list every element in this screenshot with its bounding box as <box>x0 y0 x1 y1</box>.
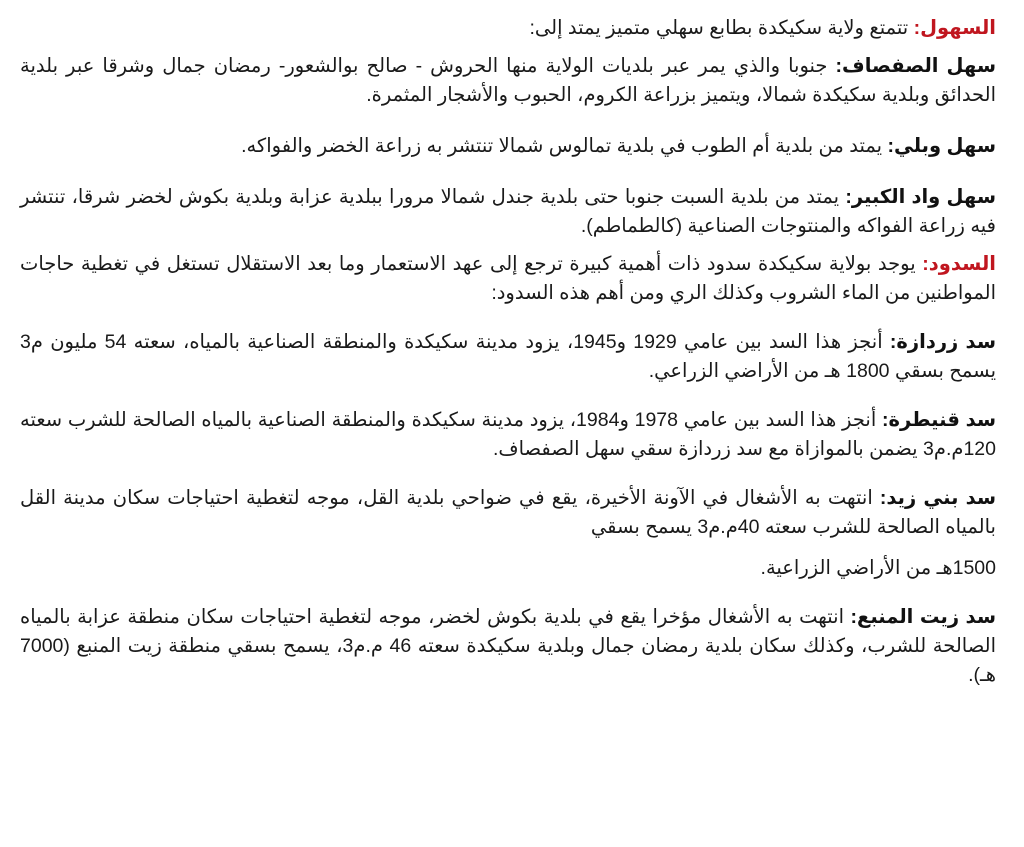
dam-beni-zid-term: سد بني زيد: <box>879 487 997 509</box>
dam-zit-emba-text: انتهت به الأشغال مؤخرا يقع في بلدية بكوش لخضر، موجه لتغطية احتياجات سكان منطقة عزابة بالمياه الصالحة للشرب، وكذلك سكان بلدية رمضان جمال وبلدية سكيكدة سعته 46 م.م3، يسمح بسقي منطقة زيت المنبع (7000 هـ). <box>20 606 996 686</box>
dam-zardaza-term: سد زردازة: <box>889 331 996 353</box>
plain-wabli-text: يمتد من بلدية أم الطوب في بلدية تمالوس شمالا تنتشر به زراعة الخضر والفواكه. <box>241 135 883 157</box>
plain-wadi-kebir-text: يمتد من بلدية السبت جنوبا حتى بلدية جندل شمالا مرورا ببلدية عزابة وبلدية بكوش لخضر شرقا، تنتشر فيه زراعة الفواكه والمنتوجات الصناعية (كالطماطم). <box>20 186 996 237</box>
plain-wadi-kebir-paragraph <box>20 183 996 241</box>
plains-intro-paragraph <box>20 14 996 43</box>
plain-safsaf-text: جنوبا والذي يمر عبر بلديات الولاية منها الحروش - صالح بوالشعور- رمضان جمال وشرقا عبر بلدية الحدائق وبلدية سكيكدة شمالا، ويتميز بزراعة الكروم، الحبوب والأشجار المثمرة. <box>20 55 996 106</box>
plain-wadi-kebir-term: سهل واد الكبير: <box>845 186 997 208</box>
dam-guenitra-text: أنجز هذا السد بين عامي 1978 و1984، يزود مدينة سكيكدة والمنطقة الصناعية بالمياه الصالحة للشرب سعته 120م.م3 يضمن بالموازاة مع سد زردازة سقي سهل الصفصاف. <box>20 409 996 460</box>
plain-safsaf-term: سهل الصفصاف: <box>835 55 996 77</box>
dam-zardaza-paragraph <box>20 328 996 386</box>
plain-wabli-term: سهل وبلي: <box>887 135 996 157</box>
plain-wabli-paragraph <box>20 132 996 161</box>
dams-intro-text: يوجد بولاية سكيكدة سدود ذات أهمية كبيرة ترجع إلى عهد الاستعمار وما بعد الاستقلال تستغل في تغطية حاجات المواطنين من الماء الشروب وكذلك الري ومن أهم هذه السدود: <box>20 253 996 304</box>
plain-safsaf-paragraph <box>20 52 996 110</box>
dam-guenitra-paragraph <box>20 406 996 464</box>
dam-zit-emba-paragraph <box>20 603 996 690</box>
plains-heading: السهول: <box>913 17 996 39</box>
dam-zit-emba-term: سد زيت المنبع: <box>850 606 997 628</box>
dam-beni-zid-tail: 1500هـ من الأراضي الزراعية. <box>760 557 996 579</box>
dams-heading: السدود: <box>922 253 996 275</box>
dam-zardaza-text: أنجز هذا السد بين عامي 1929 و1945، يزود مدينة سكيكدة والمنطقة الصناعية بالمياه، سعته 54 مليون م3 يسمح بسقي 1800 هـ من الأراضي الزراعي. <box>20 331 996 382</box>
dam-beni-zid-paragraph <box>20 484 996 542</box>
dam-guenitra-term: سد قنيطرة: <box>882 409 997 431</box>
plains-intro-text: تتمتع ولاية سكيكدة بطابع سهلي متميز يمتد إلى: <box>529 17 909 39</box>
dams-intro-paragraph <box>20 250 996 308</box>
dam-beni-zid-text: انتهت به الأشغال في الآونة الأخيرة، يقع في ضواحي بلدية القل، موجه لتغطية احتياجات سكان مدينة القل بالمياه الصالحة للشرب سعته 40م.م3 يسمح بسقي <box>20 487 996 538</box>
